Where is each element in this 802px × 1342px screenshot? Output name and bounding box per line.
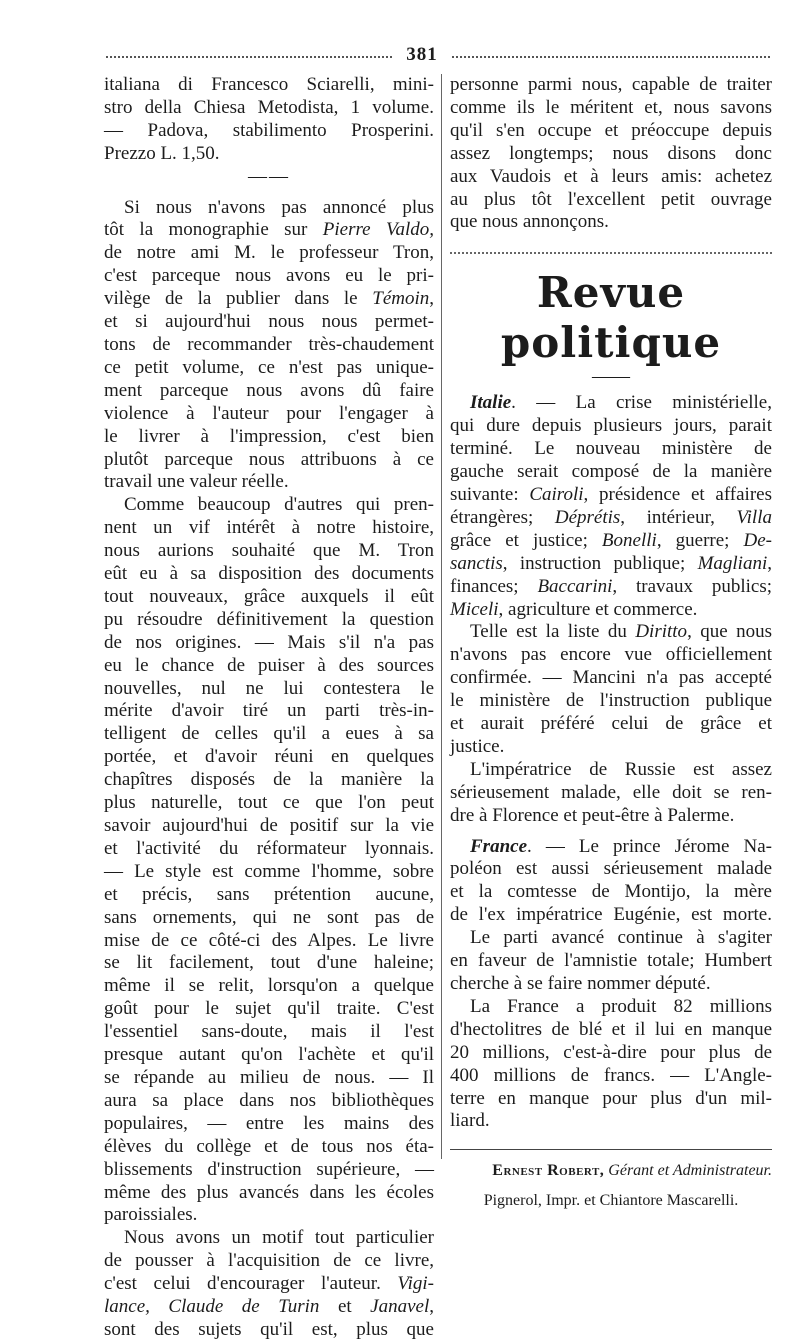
paragraph-italie: [450, 392, 772, 621]
signature: [450, 1158, 772, 1184]
text-line: même il se relit, lorsqu'on a quelque: [104, 975, 434, 997]
text-line: lance, Claude de Turin et Janavel,: [104, 1296, 434, 1318]
text-line: — Padova, stabilimento Prosperini.: [104, 119, 434, 141]
text-line: sanctis, instruction publique; Magliani,: [450, 552, 772, 574]
left-column: [104, 74, 434, 1342]
text-line: Miceli, agriculture et commerce.: [450, 598, 698, 620]
text-line: cherche à se faire nommer député.: [450, 973, 711, 994]
paragraph-imperatrice: [450, 759, 772, 828]
right-column: [450, 74, 772, 1214]
paragraph-continuation: [450, 74, 772, 234]
text-line: Comme beaucoup d'autres qui pren-: [124, 494, 434, 516]
text-line: le livrer à l'impression, c'est bien: [104, 425, 434, 447]
section-title: Revue politique: [500, 268, 722, 368]
text-line: et aurait préféré celui de grâce et: [450, 713, 772, 735]
text-line: tout nouveaux, grâce auxquels il eût: [104, 585, 434, 607]
text-line: se lit facilement, tout d'une haleine;: [104, 952, 434, 974]
text-line: Telle est la liste du Diritto, que nous: [470, 621, 772, 643]
text-line: nent un vif intérêt à notre histoire,: [104, 517, 434, 539]
imprint: Pignerol, Impr. et Chiantore Mascarelli.: [483, 1192, 739, 1210]
text-line: goût pour le sujet qu'il traite. C'est: [104, 998, 434, 1020]
text-line: Le parti avancé continue à s'agiter: [470, 927, 772, 949]
text-line: Si nous n'avons pas annoncé plus: [124, 196, 434, 218]
text-line: populaires, — entre les mains des: [104, 1112, 434, 1134]
text-line: Italie. — La crise ministérielle,: [470, 392, 772, 414]
text-line: aux Vaudois et à leurs amis: achetez: [450, 165, 772, 187]
section-rule: [450, 252, 772, 254]
text-line: mérite d'avoir tiré un parti très-in-: [104, 700, 434, 722]
text-line: portée, et d'avoir réuni en quelques: [104, 746, 434, 768]
text-line: personne parmi nous, capable de traiter: [450, 74, 772, 95]
text-line: grâce et justice; Bonelli, guerre; De-: [450, 529, 772, 551]
text-line: savoir aujourd'hui de positif sur la vie: [104, 815, 434, 836]
text-line: que nous annonçons.: [450, 211, 609, 233]
text-line: ment parceque nous avons dû faire: [104, 379, 434, 401]
paragraph-diritto: [450, 621, 772, 758]
text-line: — Le style est comme l'homme, sobre: [104, 860, 434, 882]
text-line: justice.: [450, 735, 505, 757]
text-line: pu résoudre définitivement la question: [104, 608, 434, 630]
paragraph-parti: [450, 927, 772, 996]
text-line: liard.: [450, 1110, 490, 1132]
paragraph-motif: [104, 1227, 434, 1342]
text-line: d'hectolitres de blé et il lui en manque: [450, 1018, 772, 1040]
paragraph-histoire: [104, 494, 434, 1227]
text-line: terre en manque pour plus d'un mil-: [450, 1087, 772, 1109]
text-line: et l'activité du réformateur lyonnais.: [104, 837, 434, 859]
text-line: l'essentiel sans-doute, mais il l'est: [104, 1021, 434, 1043]
text-line: violence à l'auteur pour l'engager à: [104, 402, 434, 424]
paragraph-france: [450, 836, 772, 928]
text-line: poléon est aussi sérieusement malade: [450, 858, 772, 880]
text-line: nouvelles, nul ne lui contestera le: [104, 677, 434, 699]
paragraph-pierre-valdo: [104, 197, 434, 495]
text-line: 400 millions de francs. — L'Angle-: [450, 1064, 772, 1086]
text-line: L'impératrice de Russie est assez: [470, 758, 772, 780]
text-line: sont des sujets qu'il est, plus que: [104, 1318, 434, 1340]
text-line: ce petit volume, ce n'est pas unique-: [104, 356, 434, 378]
text-line: n'avons pas encore vue officiellement: [450, 644, 772, 666]
text-line: confirmée. — Mancini n'a pas accepté: [450, 667, 772, 689]
text-line: paroissiales.: [104, 1204, 198, 1226]
text-line: qu'il s'en occupe et préoccupe depuis: [450, 119, 772, 141]
text-line: au plus tôt l'excellent petit ouvrage: [450, 188, 772, 210]
text-line: en faveur de l'amnistie totale; Humbert: [450, 950, 772, 972]
text-line: dre à Florence et peut-être à Palerme.: [450, 804, 735, 826]
text-line: eu le chance de puiser à des sources: [104, 654, 434, 676]
text-line: chapîtres disposés de la manière la: [104, 769, 434, 791]
text-line: et précis, sans prétention aucune,: [104, 883, 434, 905]
text-line: de l'ex impératrice Eugénie, est morte.: [450, 904, 772, 926]
text-line: le ministère de l'instruction publique: [450, 690, 772, 712]
text-line: blissements d'instruction supérieure, —: [104, 1158, 434, 1180]
text-line: c'est parceque nous avons eu le pri-: [104, 265, 434, 287]
text-line: 20 millions, c'est-à-dire pour plus de: [450, 1041, 772, 1063]
text-line: travail une valeur réelle.: [104, 471, 289, 493]
text-line: La France a produit 82 millions: [470, 995, 772, 1017]
text-line: terminé. Le nouveau ministère de: [450, 438, 772, 460]
separator: ——: [248, 165, 290, 187]
text-line: tôt la monographie sur Pierre Valdo,: [104, 219, 434, 241]
column-divider: [441, 74, 442, 1159]
text-line: telligent de celles qu'il a eues à sa: [104, 723, 434, 745]
text-line: presque autant qu'on l'achète et qu'il: [104, 1044, 434, 1066]
text-line: mise de ce côté-ci des Alpes. Le livre: [104, 929, 434, 951]
text-line: stro della Chiesa Metodista, 1 volume.: [104, 96, 434, 118]
text-line: sans ornements, qui ne sont pas de: [104, 906, 434, 928]
text-line: tons de recommander très-chaudement: [104, 333, 434, 355]
text-line: même des plus avancés dans les écoles: [104, 1181, 434, 1203]
text-line: étrangères; Déprétis, intérieur, Villa: [450, 506, 772, 528]
page-number: 381: [406, 44, 438, 65]
text-line: et si aujourd'hui nous nous permet-: [104, 311, 434, 333]
text-line: eût eu à sa disposition des documents: [104, 563, 434, 585]
text-line: de pousser à l'acquisition de ce livre,: [104, 1250, 434, 1272]
text-line: et la comtesse de Montijo, la mère: [450, 881, 772, 903]
book-listing: [104, 74, 434, 166]
text-line: sérieusement malade, elle doit se ren-: [450, 781, 772, 803]
header-rule-left: [106, 56, 392, 58]
text-line: élèves du collège et de tous nos éta-: [104, 1135, 434, 1157]
signature-name: Ernest Robert,: [492, 1162, 605, 1180]
text-line: France. — Le prince Jérome Na-: [470, 835, 772, 857]
text-line: gauche serait composé de la manière: [450, 461, 772, 483]
text-line: Nous avons un motif tout particulier: [124, 1227, 434, 1249]
text-line: plutôt parceque nous attribuons à ce: [104, 448, 434, 470]
text-line: assez longtemps; nous disons donc: [450, 142, 772, 164]
text-line: finances; Baccarini, travaux publics;: [450, 575, 773, 597]
text-line: suivante: Cairoli, présidence et affaires: [450, 483, 772, 505]
text-line: vilège de la publier dans le Témoin,: [104, 288, 434, 310]
text-line: se répande au milieu de nous. — Il: [104, 1066, 434, 1088]
title-dash: ——: [592, 366, 630, 388]
text-line: de notre ami M. le professeur Tron,: [104, 242, 434, 264]
text-line: Prezzo L. 1,50.: [104, 142, 220, 164]
text-line: italiana di Francesco Sciarelli, mini-: [104, 74, 434, 95]
text-line: qui dure depuis plusieurs jours, parait: [450, 415, 772, 437]
signature-role: Gérant et Administrateur.: [608, 1162, 772, 1180]
signature-rule: [450, 1149, 772, 1150]
text-line: nous aurions souhaité que M. Tron: [104, 540, 434, 562]
text-line: plus naturelle, tout ce que l'on peut: [104, 792, 434, 814]
paragraph-ble: [450, 996, 772, 1133]
text-line: comme ils le méritent et, nous savons: [450, 96, 772, 118]
header-rule-right: [452, 56, 770, 58]
text-line: c'est celui d'encourager l'auteur. Vigi-: [104, 1273, 434, 1295]
text-line: de nos origines. — Mais s'il n'a pas: [104, 631, 434, 653]
text-line: aura sa place dans nos bibliothèques: [104, 1089, 434, 1111]
